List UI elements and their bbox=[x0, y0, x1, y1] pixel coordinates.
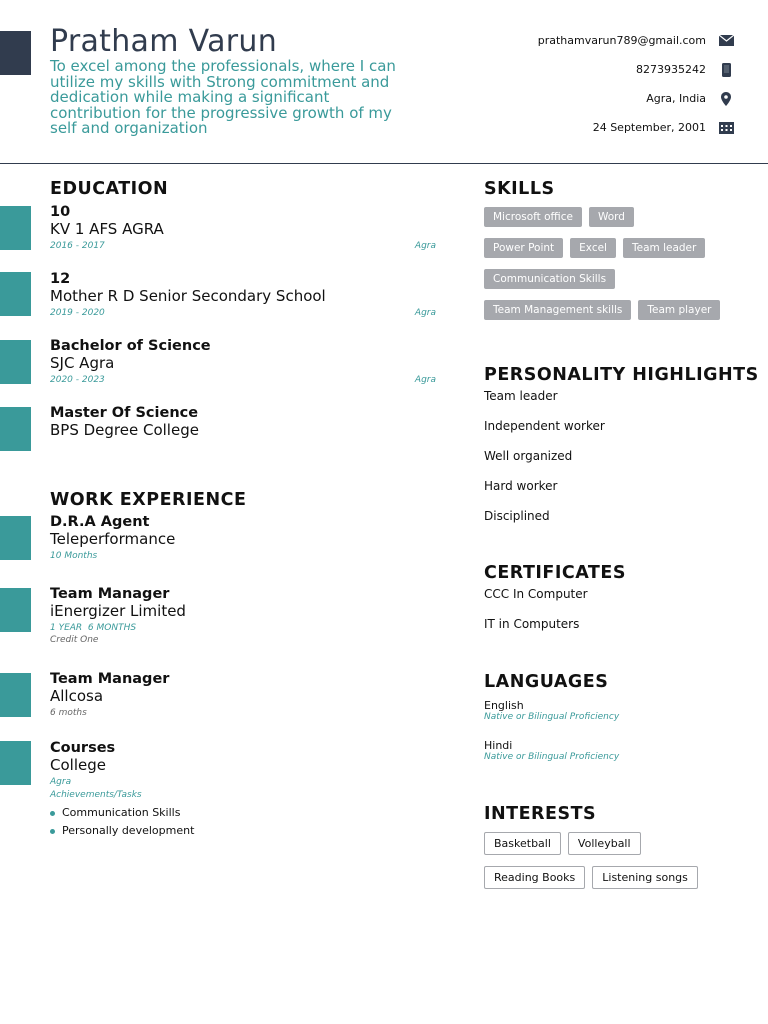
header-accent-bar bbox=[0, 31, 31, 75]
work-item bbox=[50, 671, 436, 718]
work-role: Team Manager bbox=[50, 671, 170, 687]
education-school: BPS Degree College bbox=[50, 421, 199, 439]
language-item bbox=[484, 699, 619, 722]
work-note: Credit One bbox=[50, 635, 99, 645]
contact-location: Agra, India bbox=[646, 92, 706, 105]
education-place: Agra bbox=[414, 241, 436, 251]
work-duration bbox=[50, 623, 436, 633]
certificate-item: IT in Computers bbox=[484, 617, 580, 631]
personality-list bbox=[484, 389, 605, 539]
achievement-item: Communication Skills bbox=[50, 804, 436, 822]
interest-tag: Basketball bbox=[484, 832, 561, 855]
education-degree: Master Of Science bbox=[50, 405, 199, 421]
education-marker bbox=[0, 272, 31, 316]
header-divider bbox=[0, 163, 768, 164]
education-school: KV 1 AFS AGRA bbox=[50, 220, 164, 238]
skill-row bbox=[484, 207, 744, 227]
language-item bbox=[484, 739, 619, 762]
language-name: English bbox=[484, 699, 524, 712]
work-marker bbox=[0, 673, 31, 717]
skill-tag: Communication Skills bbox=[484, 269, 615, 289]
education-marker bbox=[0, 340, 31, 384]
skill-row bbox=[484, 269, 744, 289]
courses-marker bbox=[0, 741, 31, 785]
work-marker bbox=[0, 588, 31, 632]
skill-tag: Excel bbox=[570, 238, 616, 258]
skills-title: SKILLS bbox=[484, 179, 555, 199]
achievements-title: Achievements/Tasks bbox=[50, 790, 142, 800]
education-item bbox=[50, 338, 436, 385]
envelope-icon bbox=[718, 33, 734, 49]
skill-tag: Team player bbox=[638, 300, 720, 320]
work-item bbox=[50, 514, 436, 561]
skill-tag: Power Point bbox=[484, 238, 563, 258]
education-item bbox=[50, 405, 436, 439]
education-school: Mother R D Senior Secondary School bbox=[50, 287, 326, 305]
work-duration: 6 moths bbox=[50, 708, 87, 718]
contact-phone-row bbox=[494, 55, 734, 84]
interest-tag: Volleyball bbox=[568, 832, 641, 855]
personality-title: PERSONALITY HIGHLIGHTS bbox=[484, 365, 759, 385]
certificate-item: CCC In Computer bbox=[484, 587, 588, 601]
work-company: Teleperformance bbox=[50, 530, 176, 548]
work-duration-text: 10 Months bbox=[50, 551, 98, 561]
personality-item: Independent worker bbox=[484, 419, 605, 433]
interest-row bbox=[484, 832, 744, 855]
contact-email[interactable]: prathamvarun789@gmail.com bbox=[537, 34, 706, 47]
certificates-list bbox=[484, 587, 588, 647]
personality-item: Hard worker bbox=[484, 479, 558, 493]
work-role: D.R.A Agent bbox=[50, 514, 150, 530]
contact-block bbox=[494, 26, 734, 142]
skill-tag: Word bbox=[589, 207, 634, 227]
personality-item: Disciplined bbox=[484, 509, 550, 523]
education-degree: Bachelor of Science bbox=[50, 338, 211, 354]
skill-row bbox=[484, 300, 744, 320]
interests-tags bbox=[484, 832, 744, 900]
work-role: Team Manager bbox=[50, 586, 170, 602]
education-dates: 2019 - 2020 bbox=[50, 308, 105, 318]
education-dates: 2020 - 2023 bbox=[50, 375, 105, 385]
education-place: Agra bbox=[414, 375, 436, 385]
career-objective: To excel among the professionals, where I can utilize my skills with Strong commitment and dedication while making a significant contribution for the progressive growth of my self and organization bbox=[50, 57, 396, 138]
education-dates: 2016 - 2017 bbox=[50, 241, 105, 251]
contact-phone[interactable]: 8273935242 bbox=[636, 63, 706, 76]
interest-row bbox=[484, 866, 744, 889]
work-duration bbox=[50, 551, 436, 561]
contact-email-row bbox=[494, 26, 734, 55]
education-marker bbox=[0, 407, 31, 451]
education-school: SJC Agra bbox=[50, 354, 115, 372]
education-meta bbox=[50, 375, 436, 385]
skills-tags bbox=[484, 207, 744, 331]
education-item bbox=[50, 271, 436, 318]
work-experience-title: WORK EXPERIENCE bbox=[50, 490, 247, 510]
contact-location-row bbox=[494, 84, 734, 113]
courses-place: Agra bbox=[50, 777, 72, 787]
courses-item bbox=[50, 740, 436, 840]
skill-tag: Team leader bbox=[623, 238, 705, 258]
courses-title: Courses bbox=[50, 740, 116, 756]
contact-dob-row bbox=[494, 113, 734, 142]
work-company: Allcosa bbox=[50, 687, 104, 705]
phone-icon bbox=[718, 62, 734, 78]
achievements-list bbox=[50, 804, 436, 840]
education-marker bbox=[0, 206, 31, 250]
achievement-item: Personally development bbox=[50, 822, 436, 840]
work-company: iEnergizer Limited bbox=[50, 602, 186, 620]
language-level: Native or Bilingual Proficiency bbox=[484, 752, 620, 762]
interest-tag: Listening songs bbox=[592, 866, 698, 889]
contact-dob: 24 September, 2001 bbox=[592, 121, 706, 134]
work-duration-text: 1 YEAR 6 MONTHS bbox=[50, 623, 137, 633]
interest-tag: Reading Books bbox=[484, 866, 585, 889]
skill-tag: Microsoft office bbox=[484, 207, 582, 227]
education-degree: 10 bbox=[50, 204, 71, 220]
calendar-icon bbox=[718, 120, 734, 136]
skill-tag: Team Management skills bbox=[484, 300, 631, 320]
languages-title: LANGUAGES bbox=[484, 672, 609, 692]
language-name: Hindi bbox=[484, 739, 513, 752]
courses-name: College bbox=[50, 756, 106, 774]
education-degree: 12 bbox=[50, 271, 71, 287]
education-item bbox=[50, 204, 436, 251]
location-pin-icon bbox=[718, 91, 734, 107]
skill-row bbox=[484, 238, 744, 258]
certificates-title: CERTIFICATES bbox=[484, 563, 626, 583]
interests-title: INTERESTS bbox=[484, 804, 597, 824]
candidate-name: Pratham Varun bbox=[50, 24, 278, 59]
language-level: Native or Bilingual Proficiency bbox=[484, 712, 620, 722]
work-item bbox=[50, 586, 436, 645]
personality-item: Well organized bbox=[484, 449, 573, 463]
education-meta bbox=[50, 241, 436, 251]
education-place: Agra bbox=[414, 308, 436, 318]
work-marker bbox=[0, 516, 31, 560]
personality-item: Team leader bbox=[484, 389, 558, 403]
education-meta bbox=[50, 308, 436, 318]
education-title: EDUCATION bbox=[50, 179, 169, 199]
